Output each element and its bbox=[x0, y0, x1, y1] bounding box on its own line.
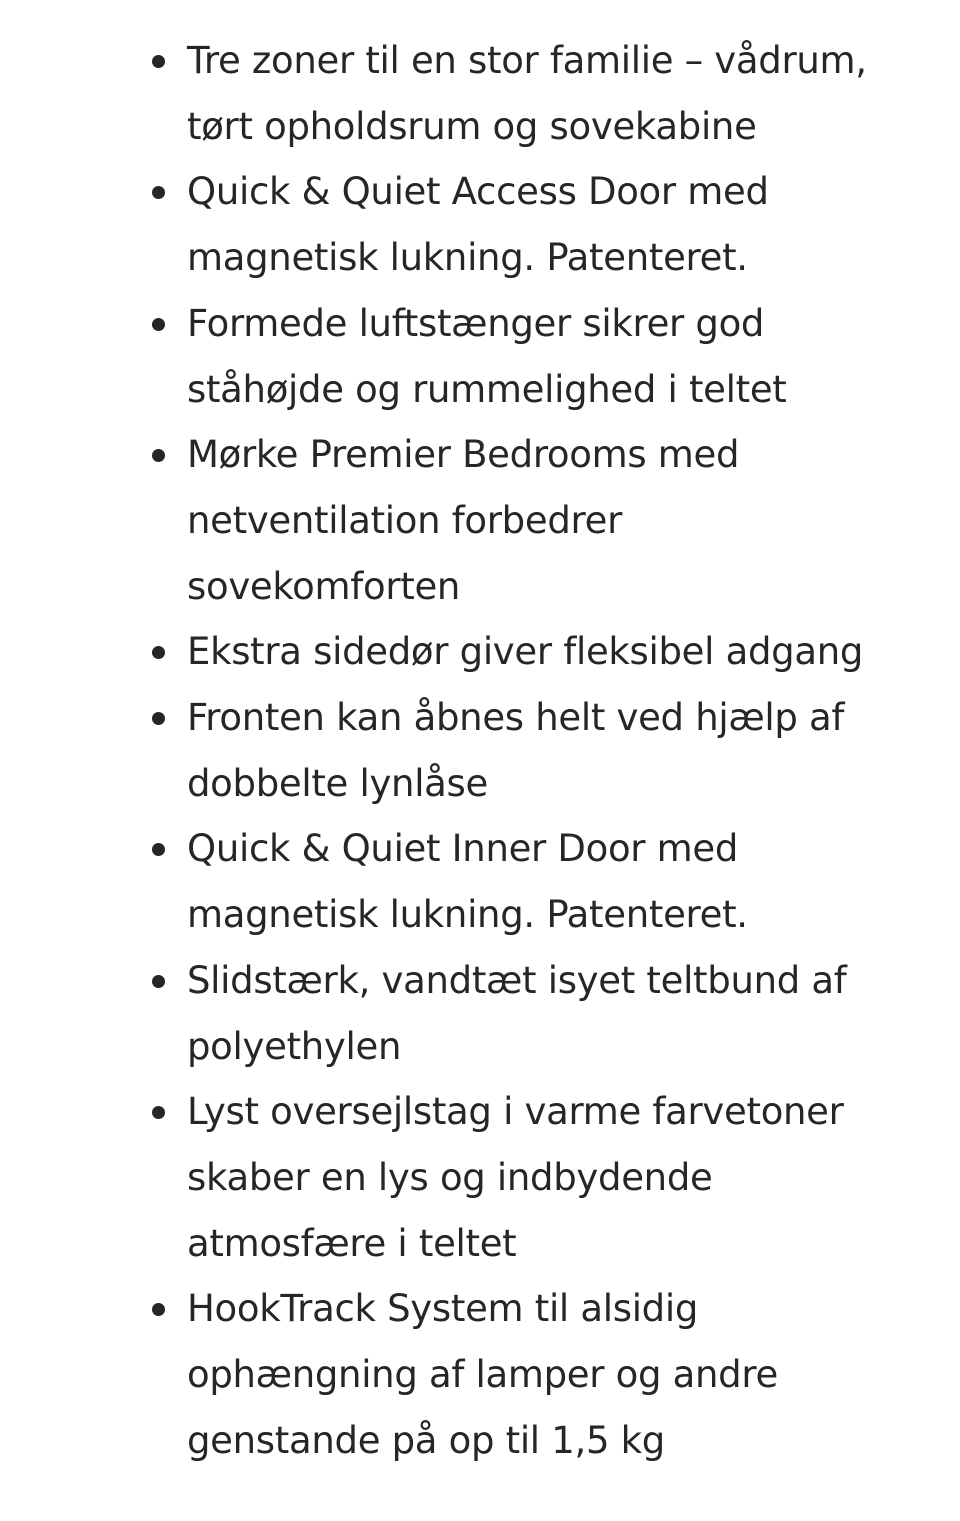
feature-text-line: Ekstra sidedør giver fleksibel adgang bbox=[187, 630, 864, 674]
feature-text-line: HookTrack System til alsidig bbox=[187, 1287, 699, 1331]
feature-text-line: ophængning af lamper og andre bbox=[187, 1353, 778, 1397]
feature-item-air-poles bbox=[0, 291, 960, 422]
feature-text-line: netventilation forbedrer bbox=[187, 498, 622, 542]
feature-text-line: Formede luftstænger sikrer god bbox=[187, 301, 765, 345]
bullet-icon bbox=[152, 1303, 165, 1316]
feature-text-line: magnetisk lukning. Patenteret. bbox=[187, 236, 748, 280]
feature-list bbox=[0, 28, 960, 1473]
feature-text-line: Slidstærk, vandtæt isyet teltbund af bbox=[187, 958, 847, 1002]
feature-item-groundsheet bbox=[0, 948, 960, 1079]
feature-item-access-door bbox=[0, 159, 960, 290]
feature-item-zones bbox=[0, 28, 960, 159]
feature-text-line: polyethylen bbox=[187, 1024, 402, 1068]
bullet-icon bbox=[152, 318, 165, 331]
feature-text-line: atmosfære i teltet bbox=[187, 1221, 517, 1265]
feature-text-line: Quick & Quiet Inner Door med bbox=[187, 827, 739, 871]
bullet-icon bbox=[152, 1106, 165, 1119]
feature-item-bedrooms bbox=[0, 422, 960, 619]
feature-item-roof bbox=[0, 1079, 960, 1276]
feature-text-line: Mørke Premier Bedrooms med bbox=[187, 433, 740, 477]
feature-item-inner-door bbox=[0, 816, 960, 947]
feature-text-line: skaber en lys og indbydende bbox=[187, 1155, 713, 1199]
bullet-icon bbox=[152, 712, 165, 725]
feature-text-line: Tre zoner til en stor familie – vådrum, bbox=[187, 39, 867, 82]
feature-item-side-door bbox=[0, 619, 960, 685]
feature-text-line: magnetisk lukning. Patenteret. bbox=[187, 893, 748, 937]
feature-text-line: sovekomforten bbox=[187, 564, 461, 608]
feature-text-line: ståhøjde og rummelighed i teltet bbox=[187, 367, 787, 411]
feature-text-line: Lyst oversejlstag i varme farvetoner bbox=[187, 1090, 844, 1134]
feature-item-front bbox=[0, 685, 960, 816]
bullet-icon bbox=[152, 55, 165, 68]
feature-text-line: tørt opholdsrum og sovekabine bbox=[187, 104, 757, 148]
feature-item-hooktrack bbox=[0, 1276, 960, 1473]
bullet-icon bbox=[152, 975, 165, 988]
bullet-icon bbox=[152, 843, 165, 856]
bullet-icon bbox=[152, 449, 165, 462]
feature-text-line: dobbelte lynlåse bbox=[187, 761, 488, 805]
bullet-icon bbox=[152, 186, 165, 199]
feature-text-line: genstande på op til 1,5 kg bbox=[187, 1418, 665, 1462]
bullet-icon bbox=[152, 646, 165, 659]
feature-text-line: Fronten kan åbnes helt ved hjælp af bbox=[187, 696, 845, 740]
feature-text-line: Quick & Quiet Access Door med bbox=[187, 170, 769, 214]
